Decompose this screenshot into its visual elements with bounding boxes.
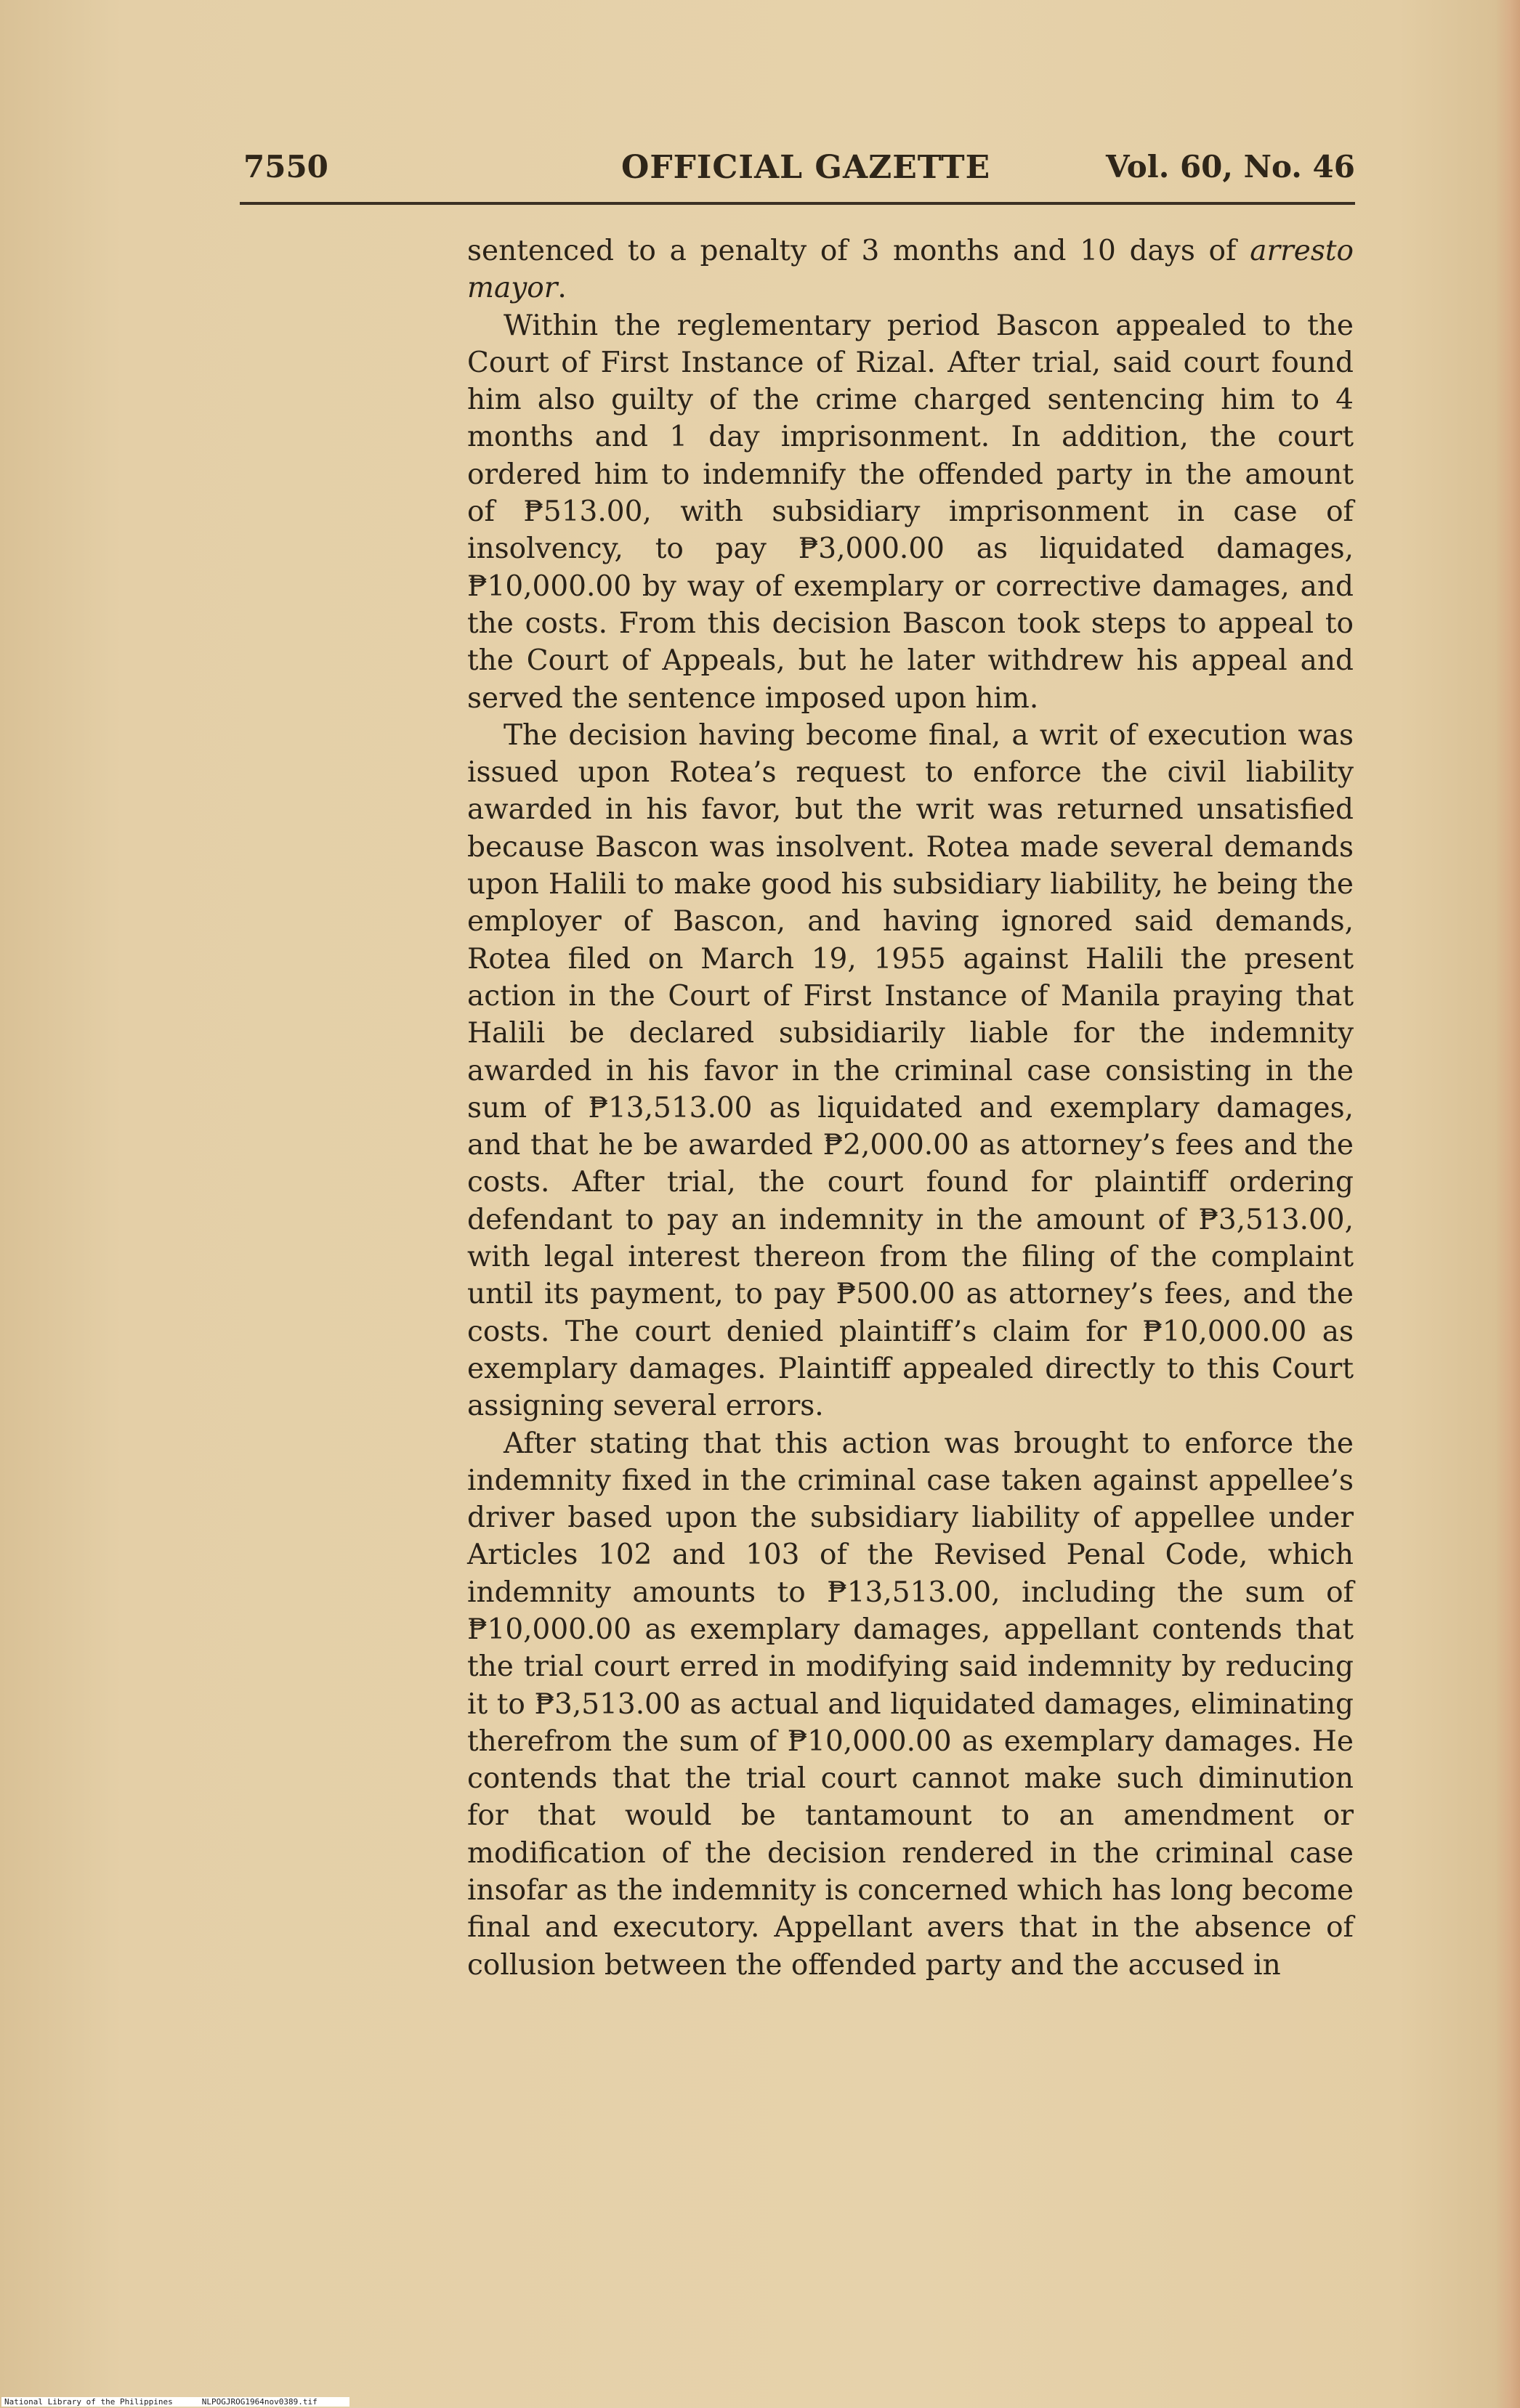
article-body: [467, 232, 1354, 1984]
volume-number: Vol. 60, No. 46: [1106, 149, 1355, 185]
header-rule: [240, 202, 1355, 205]
scan-footer: [1, 2397, 349, 2407]
library-credit: National Library of the Philippines: [4, 2397, 173, 2407]
file-name: NLPOGJROG1964nov0389.tif: [201, 2397, 318, 2407]
page-edge-shadow: [1495, 0, 1520, 2408]
latin-term: arresto mayor: [467, 235, 1354, 305]
paragraph-2: Within the reglementary period Bascon appealed to the Court of First Instance of Rizal. After trial, said court found him also guilty of the crime charged sentencing him to 4 months and 1 day imprisonment. In addition, the court ordered him to indemnify the offended party in the amount of ₱513.00, with subsidiary imprisonment in case of insolvency, to pay ₱3,000.00 as liquidated damages, ₱10,000.00 by way of exemplary or corrective damages, and the costs. From this decision Bascon took steps to appeal to the Court of Appeals, but he later withdrew his appeal and served the sentence imposed upon him.: [467, 309, 1354, 715]
paragraph-1: sentenced to a penalty of 3 months and 10 days of arresto mayor.: [467, 235, 1354, 305]
publication-title: OFFICIAL GAZETTE: [621, 149, 991, 186]
paragraph-4: After stating that this action was brought to enforce the indemnity fixed in the criminal case taken against appellee’s driver based upon the subsidiary liability of appellee under Articles 102 and 103 of the Revised Penal Code, which indemnity amounts to ₱13,513.00, including the sum of ₱10,000.00 as exemplary damages, appellant contends that the trial court erred in modifying said indemnity by reducing it to ₱3,513.00 as actual and liquidated damages, eliminating therefrom the sum of ₱10,000.00 as exemplary damages. He contends that the trial court cannot make such diminution for that would be tantamount to an amendment or modification of the decision rendered in the criminal case insofar as the indemnity is concerned which has long become final and executory. Appellant avers that in the absence of collusion between the offended party and the accused in: [467, 1427, 1354, 1982]
page-number: 7550: [243, 149, 328, 185]
page-header: [243, 149, 1355, 192]
paragraph-3: The decision having become final, a writ of execution was issued upon Rotea’s request to enforce the civil liability awarded in his favor, but the writ was returned unsatisfied because Bascon was insolvent. Rotea made several demands upon Halili to make good his subsidiary liability, he being the employer of Bascon, and having ignored said demands, Rotea filed on March 19, 1955 against Halili the present action in the Court of First Instance of Manila praying that Halili be declared subsidiarily liable for the indemnity awarded in his favor in the criminal case consisting in the sum of ₱13,513.00 as liquidated and exemplary damages, and that he be awarded ₱2,000.00 as attorney’s fees and the costs. After trial, the court found for plaintiff ordering defendant to pay an indemnity in the amount of ₱3,513.00, with legal interest thereon from the filing of the complaint until its payment, to pay ₱500.00 as attorney’s fees, and the costs. The court denied plaintiff’s claim for ₱10,000.00 as exemplary damages. Plaintiff appealed directly to this Court assigning several errors.: [467, 718, 1354, 1423]
